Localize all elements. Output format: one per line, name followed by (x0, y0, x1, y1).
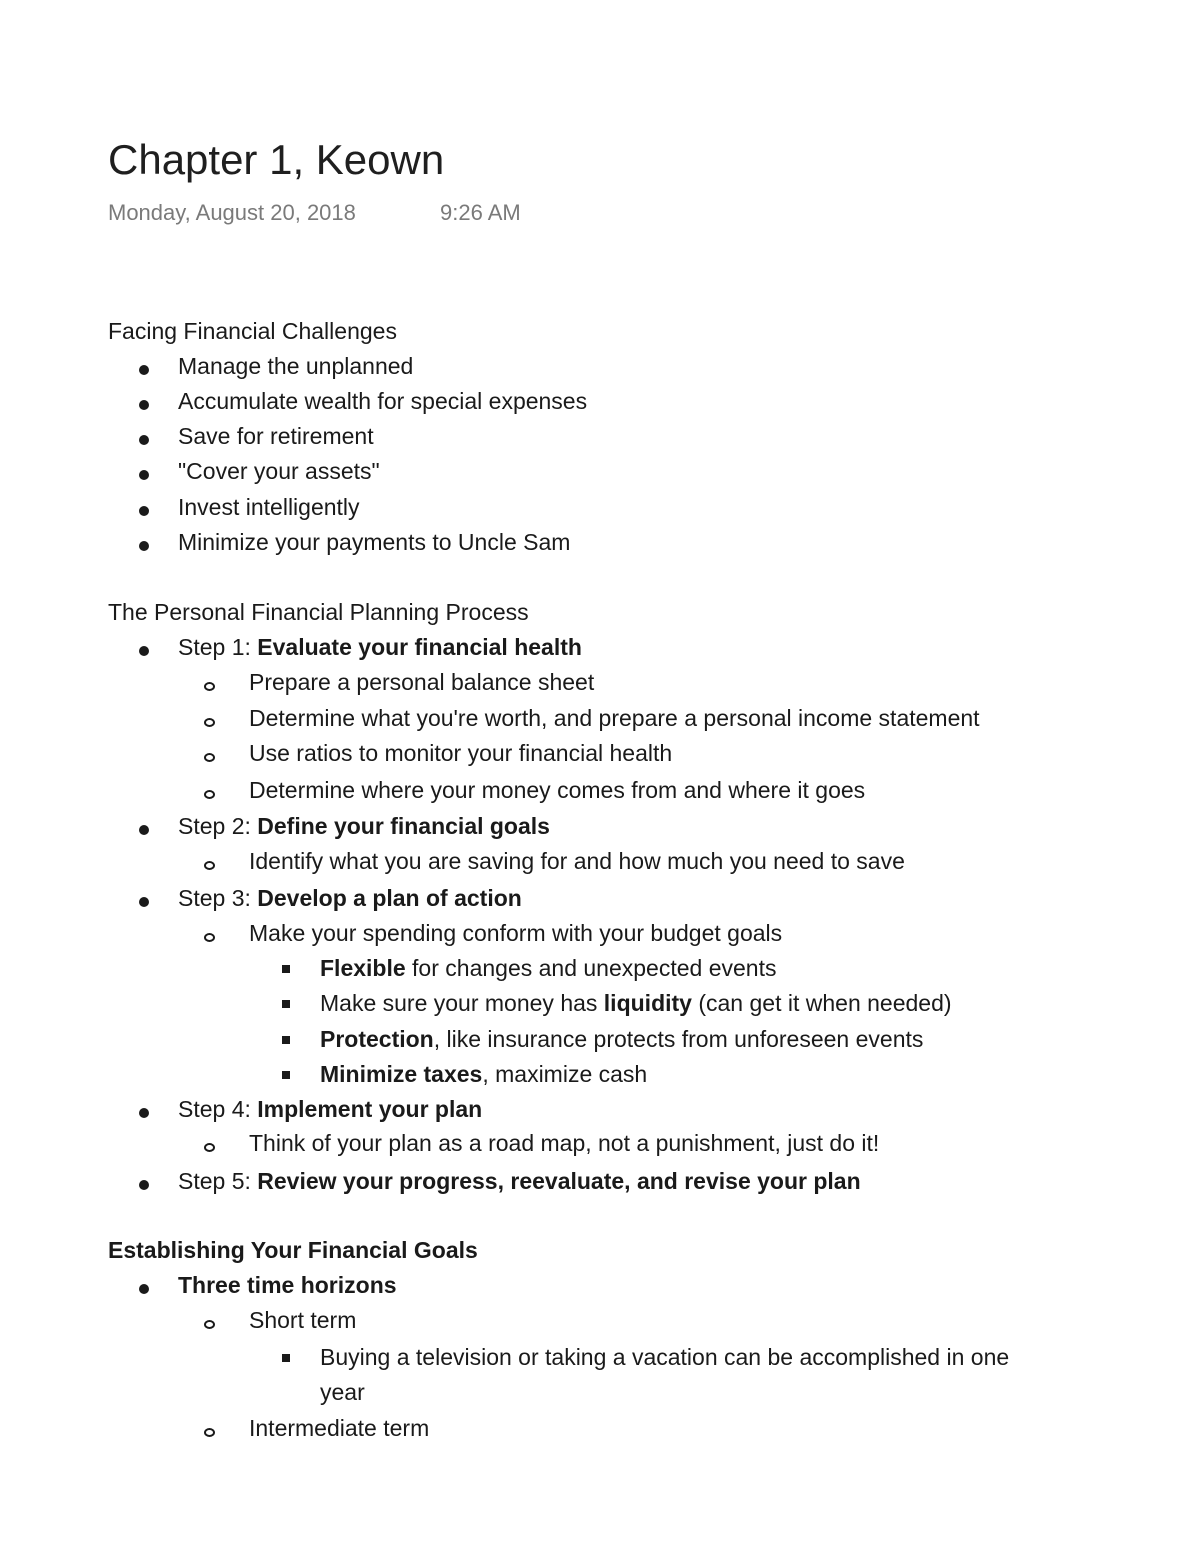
bullet-circle-icon (204, 718, 215, 727)
bullet-disc-icon (139, 506, 149, 516)
page-title: Chapter 1, Keown (108, 136, 445, 183)
list-item: Accumulate wealth for special expenses (178, 388, 588, 414)
bullet-disc-icon (139, 435, 149, 445)
bullet-square-icon (282, 1354, 290, 1362)
list-item: Manage the unplanned (178, 353, 414, 379)
sub-item: Short term (249, 1307, 357, 1333)
bullet-disc-icon (139, 470, 149, 480)
step-prefix: Step 3: (178, 885, 258, 911)
step-item (178, 811, 550, 841)
sub-item: Prepare a personal balance sheet (249, 669, 595, 695)
step-title: Define your financial goals (257, 813, 550, 839)
section-heading-planning-process: The Personal Financial Planning Process (108, 599, 529, 625)
list-item: "Cover your assets" (178, 458, 380, 484)
bullet-disc-icon (139, 400, 149, 410)
bullet-disc-icon (139, 897, 149, 907)
bullet-disc-icon (139, 1108, 149, 1118)
point-item-continuation: year (320, 1379, 365, 1405)
sub-item: Identify what you are saving for and how much you need to save (249, 848, 905, 874)
bullet-disc-icon (139, 541, 149, 551)
step-title: Evaluate your financial health (257, 634, 582, 660)
bullet-circle-icon (204, 861, 215, 870)
section-heading-financial-challenges: Facing Financial Challenges (108, 318, 397, 344)
list-item: Invest intelligently (178, 494, 360, 520)
bullet-square-icon (282, 1036, 290, 1044)
step-prefix: Step 4: (178, 1096, 258, 1122)
list-item: Three time horizons (178, 1272, 397, 1298)
bullet-disc-icon (139, 1180, 149, 1190)
point-item: Minimize taxes, maximize cash (320, 1061, 648, 1087)
sub-item: Make your spending conform with your budget goals (249, 920, 783, 946)
step-prefix: Step 5: (178, 1168, 258, 1194)
sub-item: Think of your plan as a road map, not a punishment, just do it! (249, 1130, 880, 1156)
list-item: Minimize your payments to Uncle Sam (178, 529, 571, 555)
bullet-circle-icon (204, 682, 215, 691)
bullet-square-icon (282, 1000, 290, 1008)
point-item: Buying a television or taking a vacation can be accomplished in one (320, 1344, 1010, 1370)
bullet-circle-icon (204, 1320, 215, 1329)
bullet-square-icon (282, 965, 290, 973)
point-item: Make sure your money has liquidity (can get it when needed) (320, 990, 952, 1016)
sub-item: Use ratios to monitor your financial health (249, 740, 673, 766)
section-heading-financial-goals: Establishing Your Financial Goals (108, 1237, 478, 1263)
point-item: Protection, like insurance protects from unforeseen events (320, 1026, 924, 1052)
step-item (178, 883, 522, 913)
bullet-circle-icon (204, 933, 215, 942)
bullet-circle-icon (204, 753, 215, 762)
step-item (178, 632, 582, 662)
sub-item: Determine what you're worth, and prepare a personal income statement (249, 705, 980, 731)
step-item (178, 1166, 861, 1196)
step-item (178, 1094, 482, 1124)
sub-item: Determine where your money comes from and where it goes (249, 777, 866, 803)
bullet-square-icon (282, 1071, 290, 1079)
step-prefix: Step 2: (178, 813, 258, 839)
sub-item: Intermediate term (249, 1415, 430, 1441)
step-title: Develop a plan of action (257, 885, 522, 911)
step-title: Implement your plan (257, 1096, 483, 1122)
point-item: Flexible for changes and unexpected events (320, 955, 777, 981)
list-item: Save for retirement (178, 423, 374, 449)
note-time: 9:26 AM (440, 200, 521, 225)
step-prefix: Step 1: (178, 634, 258, 660)
step-title: Review your progress, reevaluate, and revise your plan (257, 1168, 861, 1194)
note-date: Monday, August 20, 2018 (108, 200, 356, 225)
bullet-circle-icon (204, 1428, 215, 1437)
bullet-disc-icon (139, 825, 149, 835)
bullet-disc-icon (139, 365, 149, 375)
bullet-disc-icon (139, 646, 149, 656)
bullet-circle-icon (204, 1143, 215, 1152)
bullet-disc-icon (139, 1284, 149, 1294)
bullet-circle-icon (204, 790, 215, 799)
